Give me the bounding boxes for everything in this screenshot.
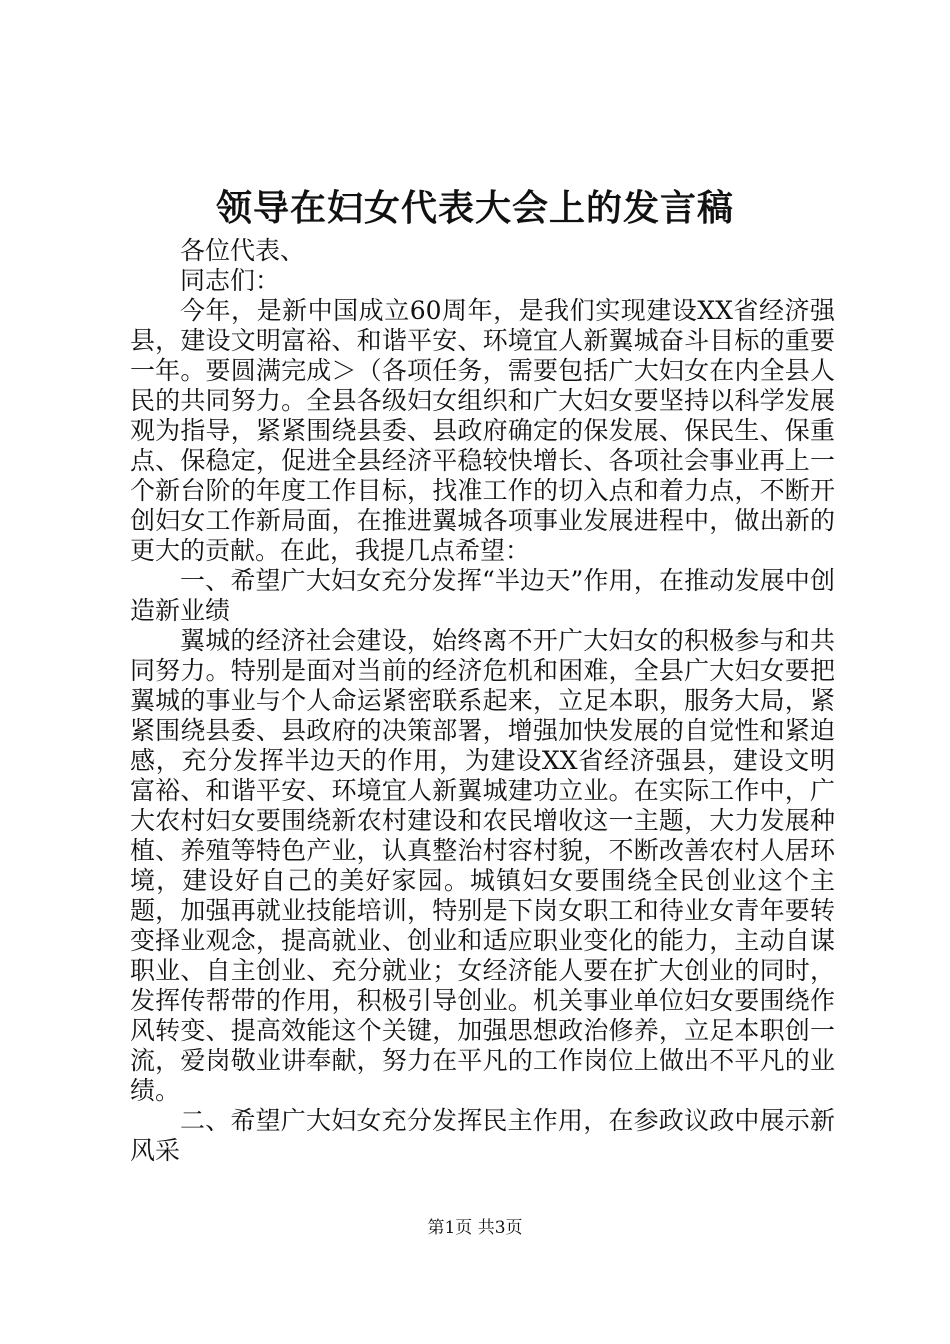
body-paragraph: 翼城的经济社会建设，始终离不开广大妇女的积极参与和共同努力。特别是面对当前的经济危机和困难，全县广大妇女要把翼城的事业与个人命运紧密联系起来，立足本职，服务大局，紧紧围绕县委、县政府的决策部署，增强加快发展的自觉性和紧迫感，充分发挥半边天的作用，为建设XX省经济强县，建设文明富裕、和谐平安、环境宜人新翼城建功立业。在实际工作中，广大农村妇女要围绕新农村建设和农民增收这一主题，大力发展种植、养殖等特色产业，认真整治村容村貌，不断改善农村人居环境，建设好自己的美好家园。城镇妇女要围绕全民创业这个主题，加强再就业技能培训，特别是下岗女职工和待业女青年要转变择业观念，提高就业、创业和适应职业变化的能力，主动自谋职业、自主创业、充分就业；女经济能人要在扩大创业的同时，发挥传帮带的作用，积极引导创业。机关事业单位妇女要围绕作风转变、提高效能这个关键，加强思想政治修养，立足本职创一流，爱岗敬业讲奉献，努力在平凡的工作岗位上做出不平凡的业绩。: [130, 626, 835, 1105]
greeting-line: 各位代表、: [180, 236, 306, 265]
page-footer: 第1页 共3页: [427, 1218, 523, 1238]
section-heading: 二、希望广大妇女充分发挥民主作用，在参政议政中展示新风采: [130, 1106, 835, 1165]
document-body: [130, 236, 835, 1166]
section-heading: 一、希望广大妇女充分发挥“半边天”作用，在推动发展中创造新业绩: [130, 566, 835, 625]
greeting-line: 同志们：: [180, 266, 281, 295]
body-paragraph: 今年，是新中国成立60周年，是我们实现建设XX省经济强县，建设文明富裕、和谐平安、环境宜人新翼城奋斗目标的重要一年。要圆满完成＞（各项任务，需要包括广大妇女在内全县人民的共同努力。全县各级妇女组织和广大妇女要坚持以科学发展观为指导，紧紧围绕县委、县政府确定的保发展、保民生、保重点、保稳定，促进全县经济平稳较快增长、各项社会事业再上一个新台阶的年度工作目标，找准工作的切入点和着力点，不断开创妇女工作新局面，在推进翼城各项事业发展进程中，做出新的更大的贡献。在此，我提几点希望：: [130, 296, 835, 565]
page-title: 领导在妇女代表大会上的发言稿: [215, 187, 734, 229]
